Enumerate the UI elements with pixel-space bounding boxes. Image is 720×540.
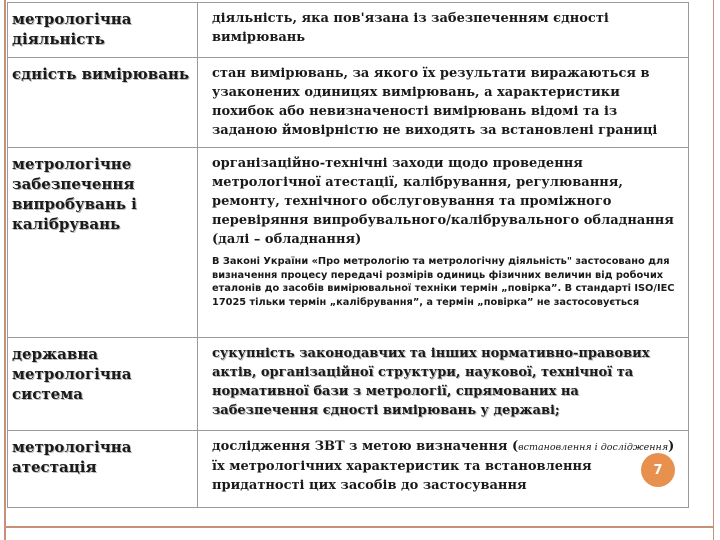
definition-text: організаційно-технічні заходи щодо проведення метрологічної атестації, калібрування, регулювання, ремонту, технічного обслуговування та проміжного перевіряння випробувального/калібрувального обладнання (далі – обладнання)	[212, 156, 674, 247]
slide-frame-bottom	[4, 526, 714, 528]
terms-table	[7, 2, 689, 508]
table-row	[8, 338, 689, 431]
definition-cell	[198, 431, 689, 508]
definition-note: В Законі України «Про метрологію та метрологічну діяльність" застосовано для визначення процесу передачі розмірів одиниць фізичних величин від робочих еталонів до засобів вимірювальної техніки термін „повірка”. В стандарті ISO/IEC 17025 тільки термін „калібрування”, а термін „повірка” не застосовується	[212, 256, 675, 308]
slide-frame-left	[4, 0, 6, 540]
term-cell: єдність вимірювань	[8, 58, 198, 148]
term-cell: метрологічне забезпечення випробувань і калібрувань	[8, 148, 198, 338]
definition-cell	[198, 148, 689, 338]
definition-cell: сукупність законодавчих та інших нормативно-правових актів, організаційної структури, наукової, технічної та нормативної бази з метрології, спрямованих на забезпечення єдності вимірювань у державі;	[198, 338, 689, 431]
table-row	[8, 148, 689, 338]
table-row	[8, 58, 689, 148]
slide-frame-right	[713, 0, 714, 540]
definition-cell: стан вимірювань, за якого їх результати виражаються в узаконених одиницях вимірювань, а характеристики похибок або невизначеності вимірювань відомі та із заданою ймовірністю не виходять за встановлені границі	[198, 58, 689, 148]
definition-text-end: ) їх метрологічних характеристик та встановлення придатності цих засобів до застосування	[212, 439, 675, 493]
page-number-badge: 7	[641, 453, 675, 487]
table-row	[8, 431, 689, 508]
definition-text-italic: встановлення і дослідження	[518, 442, 669, 453]
definition-text-start: дослідження ЗВТ з метою визначення (	[212, 439, 519, 454]
term-cell: метрологічна діяльність	[8, 3, 198, 58]
term-cell: державна метрологічна система	[8, 338, 198, 431]
definition-cell: діяльність, яка пов'язана із забезпеченням єдності вимірювань	[198, 3, 689, 58]
table-row	[8, 3, 689, 58]
term-cell: метрологічна атестація	[8, 431, 198, 508]
